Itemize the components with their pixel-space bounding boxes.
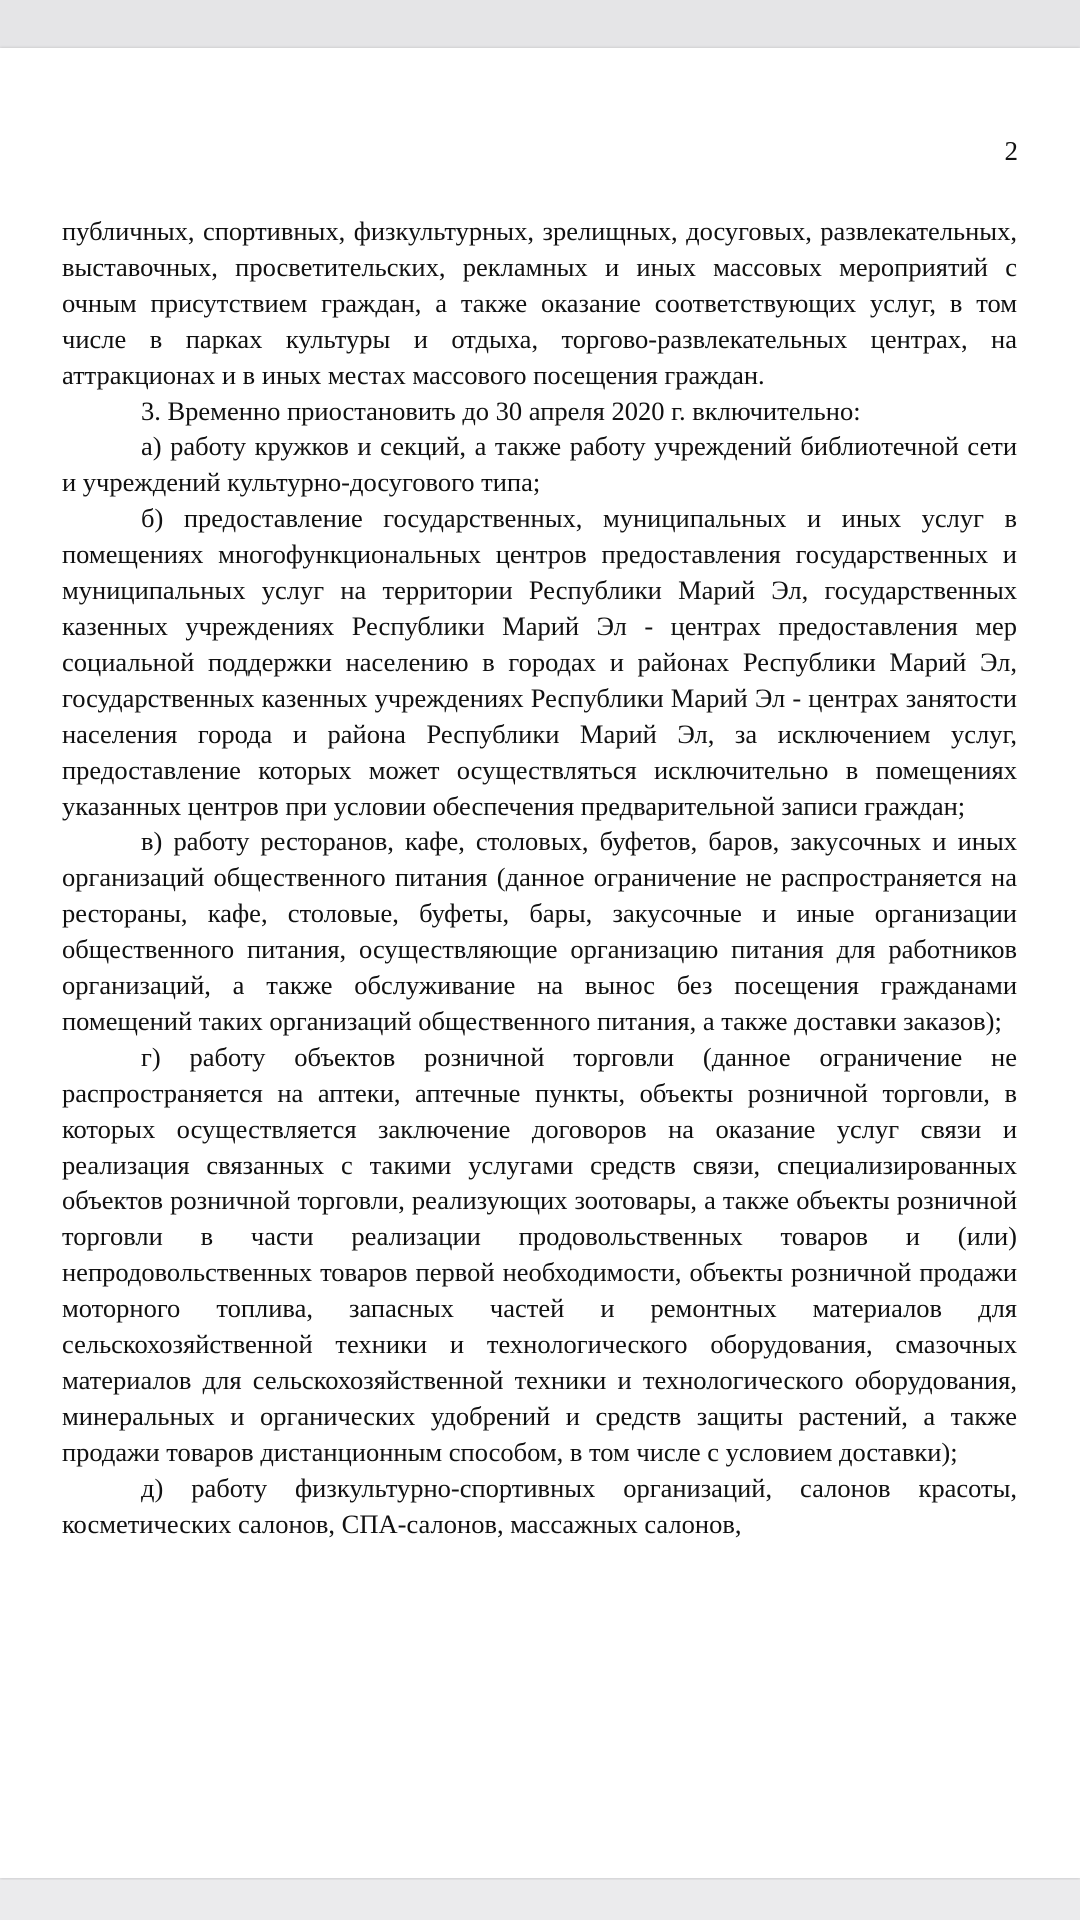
paragraph-continuation: публичных, спортивных, физкультурных, зрелищных, досуговых, развлекательных, выставочных, просветительских, рекламных и иных массовых мероприятий с очным присутствием граждан, а также оказание соответствующих услуг, в том числе в парках культуры и отдыха, торгово-развлекательных центрах, на аттракционах и в иных местах массового посещения граждан. [62,216,1017,390]
paragraph-subitem-a: а) работу кружков и секций, а также работу учреждений библиотечной сети и учреждений культурно-досугового типа; [62,431,1017,498]
document-page[interactable] [0,48,1080,1878]
paragraph-item-3: 3. Временно приостановить до 30 апреля 2020 г. включительно: [141,395,861,426]
viewer-top-bar [0,0,1080,48]
paragraph-subitem-b: б) предоставление государственных, муниципальных и иных услуг в помещениях многофункциональных центров предоставления государственных и муниципальных услуг на территории Республики Марий Эл, государственных казенных учреждениях Республики Марий Эл - центрах предоставления мер социальной поддержки населению в городах и районах Республики Марий Эл, государственных казенных учреждениях Республики Марий Эл - центрах занятости населения города и района Республики Марий Эл, за исключением услуг, предоставление которых может осуществляться исключительно в помещениях указанных центров при условии обеспечения предварительной записи граждан; [62,503,1017,821]
document-body [62,214,1017,1543]
paragraph-subitem-d: д) работу физкультурно-спортивных организаций, салонов красоты, косметических салонов, СПА-салонов, массажных салонов, [62,1472,1017,1539]
paragraph-subitem-v: в) работу ресторанов, кафе, столовых, буфетов, баров, закусочных и иных организаций общественного питания (данное ограничение не распространяется на рестораны, кафе, столовые, буфеты, бары, закусочные и иные организации общественного питания, осуществляющие организацию питания для работников организаций, а также обслуживание на вынос без посещения гражданами помещений таких организаций общественного питания, а также доставки заказов); [62,826,1017,1036]
paragraph-subitem-g: г) работу объектов розничной торговли (данное ограничение не распространяется на аптеки, аптечные пункты, объекты розничной торговли, в которых осуществляется заключение договоров на оказание услуг связи и реализация связанных с такими услугами средств связи, специализированных объектов розничной торговли, реализующих зоотовары, а также объекты розничной торговли в части реализации продовольственных товаров и (или) непродовольственных товаров первой необходимости, объекты розничной продажи моторного топлива, запасных частей и ремонтных материалов для сельскохозяйственной техники и технологического оборудования, смазочных материалов для сельскохозяйственной техники и технологического оборудования, минеральных и органических удобрений и средств защиты растений, а также продажи товаров дистанционным способом, в том числе с условием доставки); [62,1041,1017,1467]
viewer-bottom-bar [0,1880,1080,1920]
page-number: 2 [1004,136,1018,166]
